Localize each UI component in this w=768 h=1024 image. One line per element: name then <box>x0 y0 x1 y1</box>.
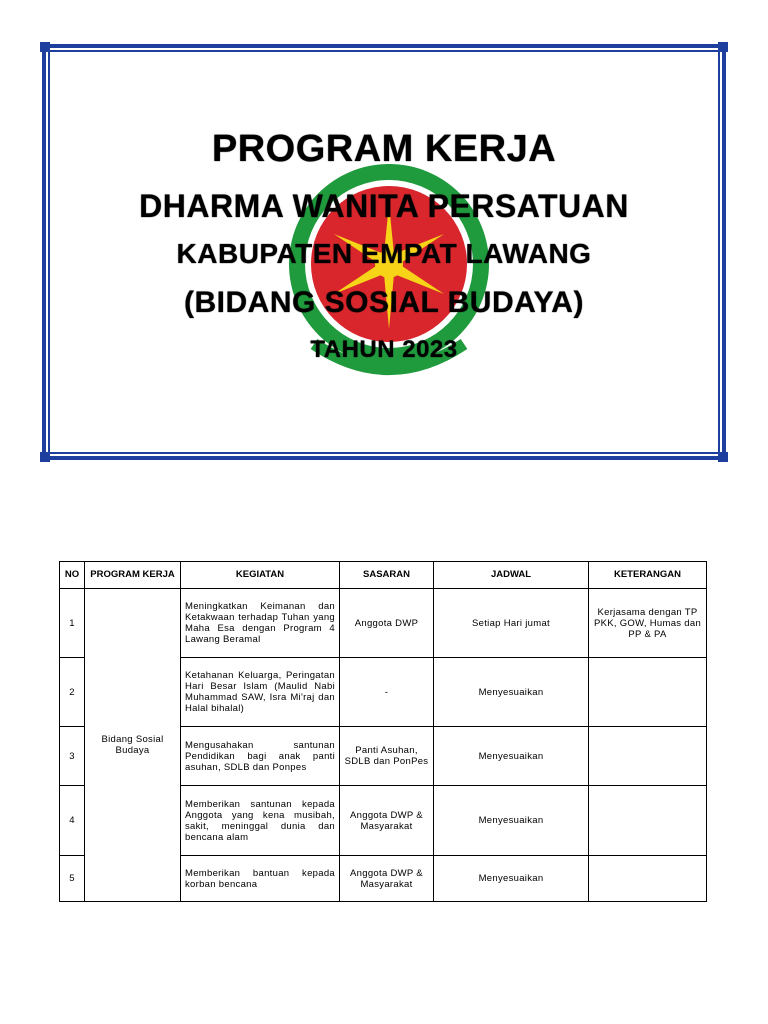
row-keterangan <box>589 727 707 786</box>
row-kegiatan: Memberikan bantuan kepada korban bencana <box>181 856 340 902</box>
header-program: PROGRAM KERJA <box>85 562 181 589</box>
row-sasaran: Anggota DWP & Masyarakat <box>340 786 434 856</box>
row-no: 1 <box>60 589 85 658</box>
row-kegiatan: Ketahanan Keluarga, Peringatan Hari Besar Islam (Maulid Nabi Muhammad SAW, Isra Mi'raj dan Halal bihalal) <box>181 658 340 727</box>
header-no: NO <box>60 562 85 589</box>
row-kegiatan: Memberikan santunan kepada Anggota yang kena musibah, sakit, meninggal dunia dan bencana alam <box>181 786 340 856</box>
row-no: 5 <box>60 856 85 902</box>
row-jadwal: Menyesuaikan <box>434 658 589 727</box>
frame-corner <box>40 42 50 52</box>
cover-year: TAHUN 2023 <box>310 336 458 363</box>
cover-page-frame <box>42 44 726 460</box>
row-jadwal: Menyesuaikan <box>434 727 589 786</box>
row-jadwal: Menyesuaikan <box>434 856 589 902</box>
program-name: Bidang Sosial Budaya <box>85 589 181 902</box>
row-sasaran: Anggota DWP <box>340 589 434 658</box>
row-no: 3 <box>60 727 85 786</box>
row-no: 2 <box>60 658 85 727</box>
row-sasaran: Panti Asuhan, SDLB dan PonPes <box>340 727 434 786</box>
cover-region: KABUPATEN EMPAT LAWANG <box>176 238 592 269</box>
row-keterangan: Kerjasama dengan TP PKK, GOW, Humas dan PP & PA <box>589 589 707 658</box>
row-kegiatan: Meningkatkan Keimanan dan Ketakwaan terhadap Tuhan yang Maha Esa dengan Program 4 Lawang Beramal <box>181 589 340 658</box>
frame-corner <box>40 452 50 462</box>
row-keterangan <box>589 786 707 856</box>
table-header-row <box>60 562 707 589</box>
program-table <box>59 561 707 902</box>
row-keterangan <box>589 658 707 727</box>
row-sasaran: - <box>340 658 434 727</box>
row-sasaran: Anggota DWP & Masyarakat <box>340 856 434 902</box>
header-kegiatan: KEGIATAN <box>181 562 340 589</box>
cover-title: PROGRAM KERJA <box>211 128 557 170</box>
header-sasaran: SASARAN <box>340 562 434 589</box>
row-no: 4 <box>60 786 85 856</box>
row-kegiatan: Mengusahakan santunan Pendidikan bagi anak panti asuhan, SDLB dan Ponpes <box>181 727 340 786</box>
header-jadwal: JADWAL <box>434 562 589 589</box>
row-jadwal: Setiap Hari jumat <box>434 589 589 658</box>
frame-corner <box>718 42 728 52</box>
header-keterangan: KETERANGAN <box>589 562 707 589</box>
cover-organization: DHARMA WANITA PERSATUAN <box>139 188 629 224</box>
frame-corner <box>718 452 728 462</box>
row-jadwal: Menyesuaikan <box>434 786 589 856</box>
row-keterangan <box>589 856 707 902</box>
table-row <box>60 589 707 658</box>
cover-field: (BIDANG SOSIAL BUDAYA) <box>184 286 584 319</box>
